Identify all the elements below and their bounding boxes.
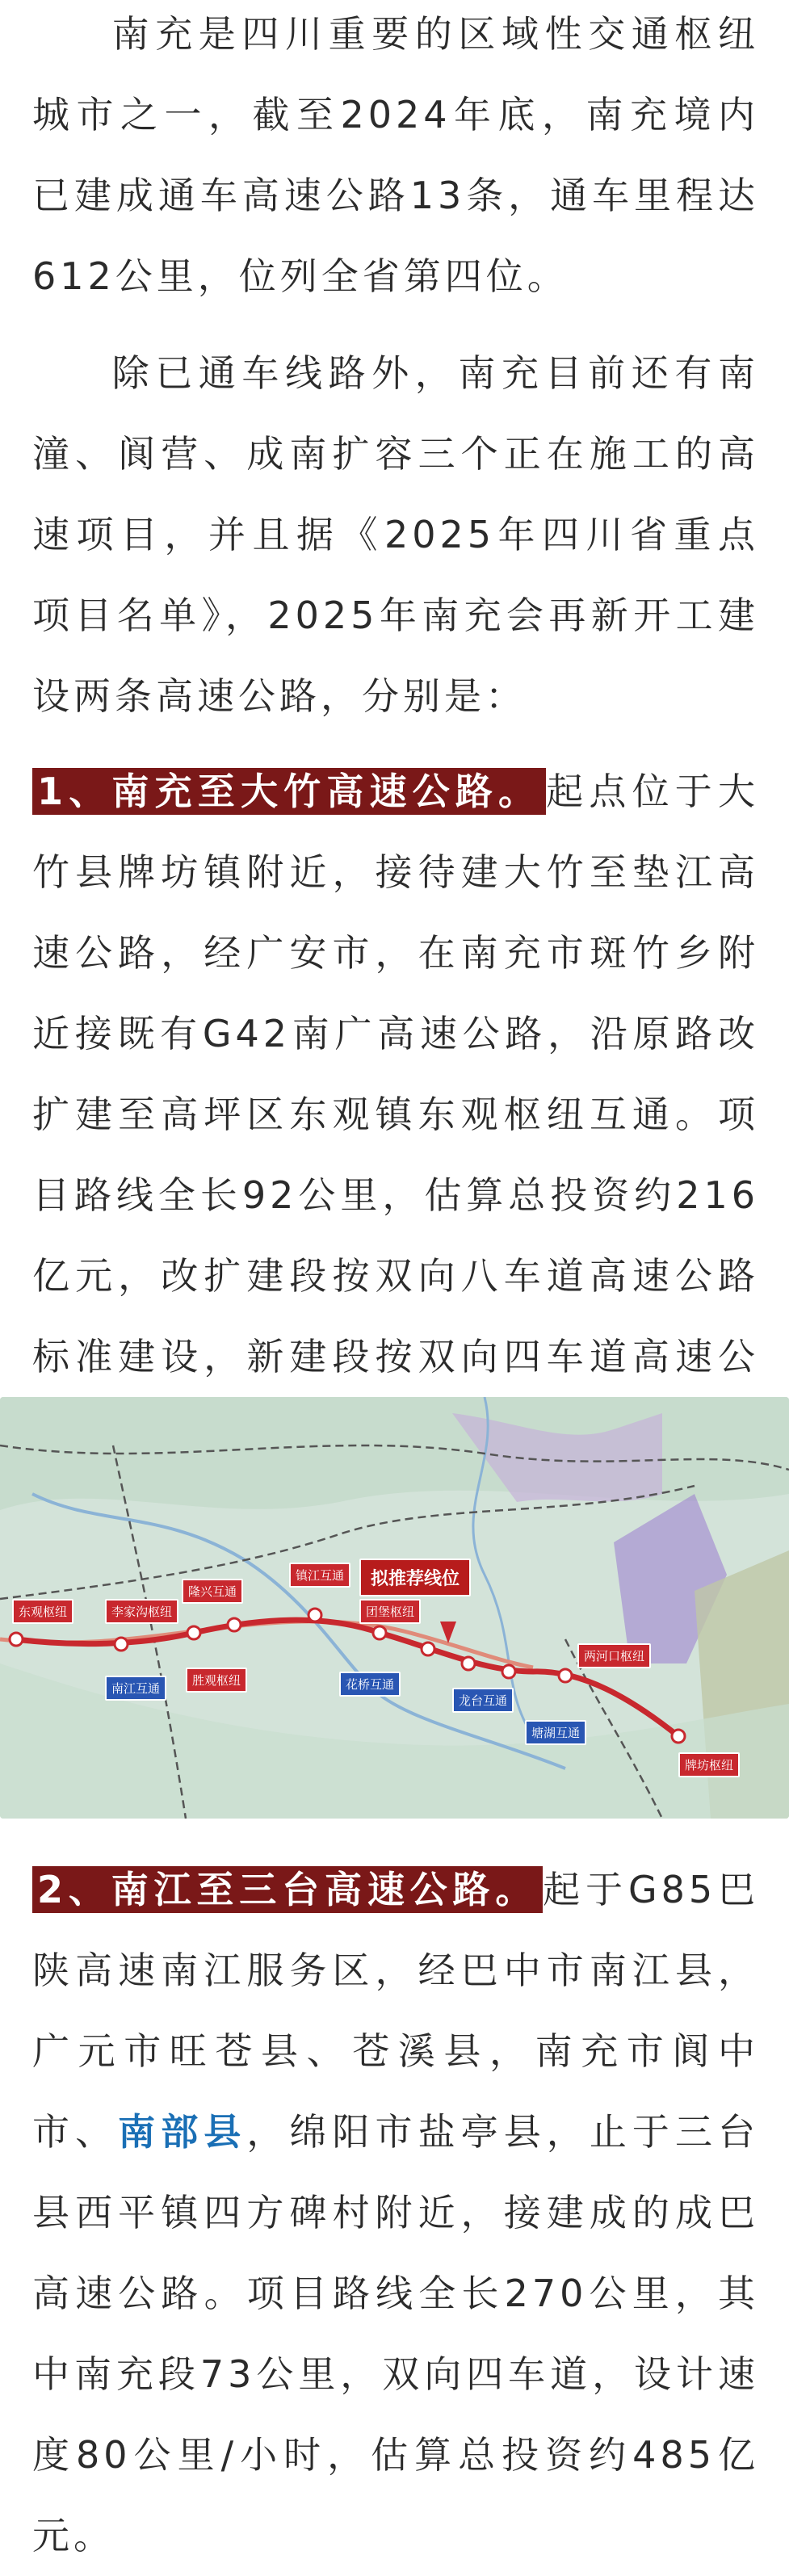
projects-paragraph — [32, 333, 759, 736]
map-interchange-label: 牌坊枢纽 — [678, 1752, 740, 1777]
map-interchange-label: 胜观枢纽 — [186, 1668, 247, 1693]
map-exit-label: 花桥互通 — [339, 1672, 401, 1697]
map-interchange-label: 隆兴互通 — [182, 1579, 243, 1604]
map-interchange-label: 团堡枢纽 — [359, 1599, 421, 1624]
map-exit-label: 塘湖互通 — [525, 1720, 586, 1745]
projects-text: 除已通车线路外，南充目前还有南潼、阆营、成南扩容三个正在施工的高速项目，并且据《2025年四川省重点项目名单》，2025年南充会再新开工建设两条高速公路，分别是： — [32, 351, 759, 718]
section2-body-end: ，绵阳市盐亭县，止于三台县西平镇四方碑村附近，接建成的成巴高速公路。项目路线全长270公里，其中南充段73公里，双向四车道，设计速度80公里/小时，估算总投资约485亿元。 — [32, 2110, 759, 2557]
map-exit-label: 南江互通 — [105, 1676, 166, 1701]
map-interchange-label: 李家沟枢纽 — [105, 1599, 178, 1624]
section2-title: 2、南江至三台高速公路。 — [32, 1866, 543, 1913]
route-map — [0, 1397, 789, 1819]
route-tag-label: 拟推荐线位 — [359, 1559, 471, 1596]
intro-paragraph — [32, 0, 759, 317]
section1-title: 1、南充至大竹高速公路。 — [32, 768, 546, 815]
map-interchange-label: 两河口枢纽 — [577, 1643, 651, 1668]
nanbu-county-link[interactable]: 南部县 — [118, 2110, 247, 2154]
section-nanchong-dazhu — [32, 751, 759, 1478]
map-exit-label: 龙台互通 — [452, 1688, 514, 1713]
map-interchange-label: 镇江互通 — [289, 1563, 350, 1588]
map-interchange-label: 东观枢纽 — [12, 1599, 73, 1624]
section-nanjiang-santai — [32, 1849, 759, 2576]
section1-body: 起点位于大竹县牌坊镇附近，接待建大竹至垫江高速公路，经广安市，在南充市斑竹乡附近接既有G42南广高速公路，沿原路改扩建至高坪区东观镇东观枢纽互通。项目路线全长92公里，估算总投资约216亿元，改扩建段按双向八车道高速公路标准建设，新建段按双向四车道高速公 — [32, 770, 759, 1378]
intro-text: 南充是四川重要的区域性交通枢纽城市之一，截至2024年底，南充境内已建成通车高速公路13条，通车里程达612公里，位列全省第四位。 — [32, 12, 759, 298]
section2-body-start: 起于G85巴陕高速南江服务区，经巴中市南江县，广元市旺苍县、苍溪县，南充市阆中市、 — [32, 1868, 759, 2154]
